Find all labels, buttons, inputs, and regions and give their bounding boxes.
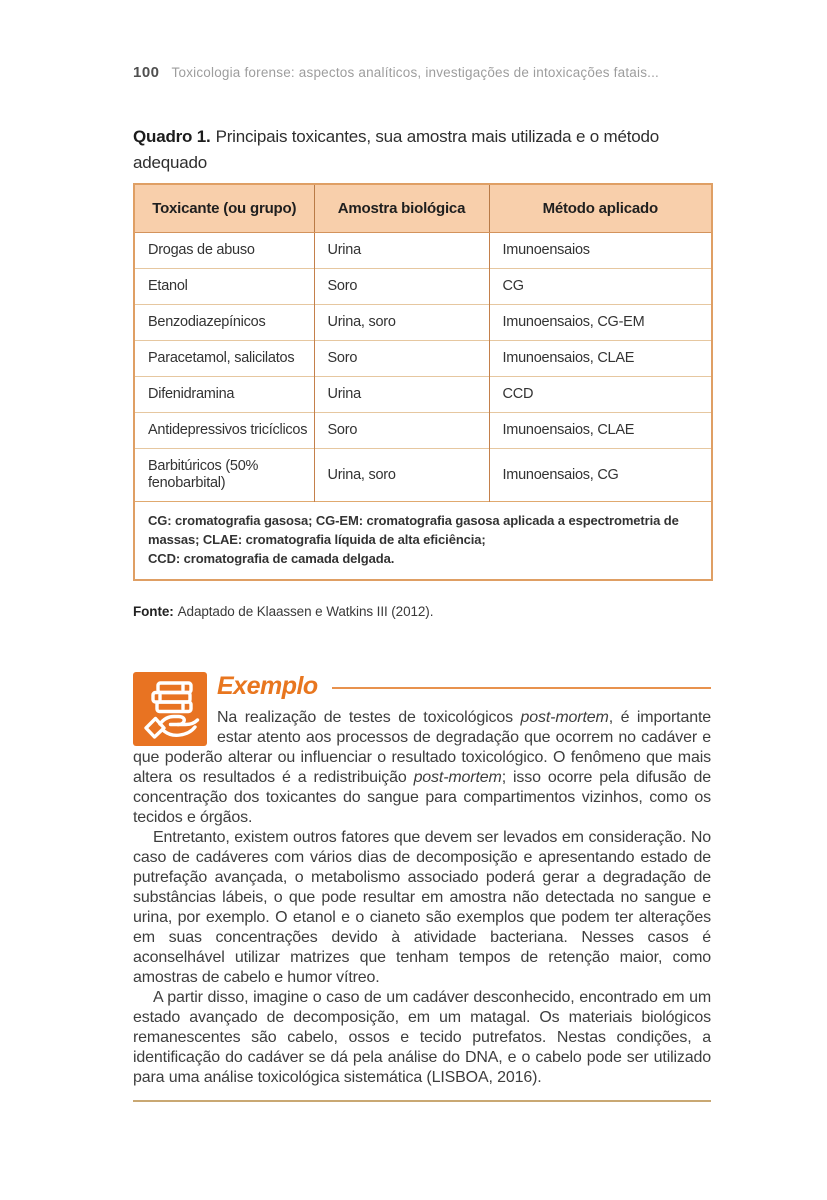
- column-header-amostra: Amostra biológica: [314, 184, 489, 233]
- table-cell: CG: [489, 269, 712, 305]
- table-cell: Urina, soro: [314, 449, 489, 502]
- example-paragraph: A partir disso, imagine o caso de um cadáver desconhecido, encontrado em um estado avançado de decomposição, em um matagal. Os materiais biológicos remanescentes são cabelo, ossos e tecido putrefatos. Nestas condições, a identificação do cadáver se dá pela análise do DNA, e o cabelo pode ser utilizado para uma análise toxicológica sistemática (LISBOA, 2016).: [133, 989, 711, 1086]
- example-heading: Exemplo: [217, 671, 318, 700]
- table-cell: Imunoensaios, CG-EM: [489, 305, 712, 341]
- table-footnote-row: [134, 502, 712, 581]
- table-header: [134, 184, 712, 233]
- hand-holding-books-icon: [133, 672, 207, 746]
- table-cell: Paracetamol, salicilatos: [134, 341, 314, 377]
- table-cell: Urina: [314, 233, 489, 269]
- example-paragraph: Na realização de testes de toxicológicos post-mortem, é importante estar atento aos processos de degradação que ocorrem no cadáver e que poderão alterar ou influenciar o resultado toxicológico. O fenômeno que mais altera os resultados é a redistribuição post-mortem; isso ocorre pela difusão de concentração dos toxicantes do sangue para compartimentos vizinhos, como os tecidos e órgãos.: [133, 709, 711, 826]
- table-cell: Urina: [314, 377, 489, 413]
- table-footnote-line: CCD: cromatografia de camada delgada.: [148, 551, 395, 566]
- example-heading-rule: [332, 687, 711, 689]
- running-title: Toxicologia forense: aspectos analíticos, investigações de intoxicações fatais...: [171, 65, 659, 80]
- page-number: 100: [133, 64, 160, 81]
- table-row: [134, 269, 712, 305]
- toxicants-table: [133, 183, 713, 581]
- table-cell: Soro: [314, 269, 489, 305]
- table-cell: Antidepressivos tricíclicos: [134, 413, 314, 449]
- table-cell: Imunoensaios, CLAE: [489, 413, 712, 449]
- table-cell: Imunoensaios, CLAE: [489, 341, 712, 377]
- source-text: Adaptado de Klaassen e Watkins III (2012).: [177, 604, 434, 619]
- example-body: [133, 708, 711, 1088]
- table-cell: Soro: [314, 341, 489, 377]
- table-row: [134, 449, 712, 502]
- table-row: [134, 233, 712, 269]
- table-cell: Drogas de abuso: [148, 242, 255, 258]
- source-note: [133, 604, 711, 619]
- table-caption-text: Principais toxicantes, sua amostra mais utilizada e o método adequado: [133, 127, 660, 172]
- column-header-toxicante: Toxicante (ou grupo): [134, 184, 314, 233]
- table-cell: Benzodiazepínicos: [134, 305, 314, 341]
- table-cell: Barbitúricos (50% fenobarbital): [134, 449, 314, 502]
- table-caption-label: Quadro 1.: [133, 127, 211, 146]
- table-cell: Difenidramina: [134, 377, 314, 413]
- table-row: [134, 305, 712, 341]
- source-label: Fonte:: [133, 604, 174, 619]
- table-cell: CCD: [489, 377, 712, 413]
- table-cell: Urina, soro: [314, 305, 489, 341]
- example-callout: [133, 670, 711, 1088]
- column-header-metodo: Método aplicado: [489, 184, 712, 233]
- table-cell: Etanol: [134, 269, 314, 305]
- table-row: [134, 413, 712, 449]
- running-head: [133, 64, 711, 81]
- table-cell: Soro: [314, 413, 489, 449]
- example-heading-row: [217, 670, 711, 702]
- table-cell: Imunoensaios, CG: [489, 449, 712, 502]
- page-bottom-rule: [133, 1100, 711, 1102]
- table-cell: Imunoensaios: [489, 233, 712, 269]
- table-footnote: [134, 502, 712, 581]
- example-paragraph: Entretanto, existem outros fatores que devem ser levados em consideração. No caso de cadáveres com vários dias de decomposição e apresentando estado de putrefação avançada, o metabolismo associado poderá gerar a degradação de substâncias lábeis, o que pode resultar em amostra não detectada no sangue e urina, por exemplo. O etanol e o cianeto são exemplos que podem ter alterações em suas concentrações devido à atividade bacteriana. Nesses casos é aconselhável utilizar matrizes que tenham tempos de retenção maior, como amostras de cabelo e humor vítreo.: [133, 829, 711, 986]
- table-caption: [133, 124, 711, 176]
- table-body: [134, 233, 712, 502]
- table-footnote-line: CG: cromatografia gasosa; CG-EM: cromatografia gasosa aplicada a espectrometria de massas; CLAE: cromatografia líquida de alta eficiência;: [148, 513, 679, 547]
- table-row: [134, 341, 712, 377]
- table-row: [134, 377, 712, 413]
